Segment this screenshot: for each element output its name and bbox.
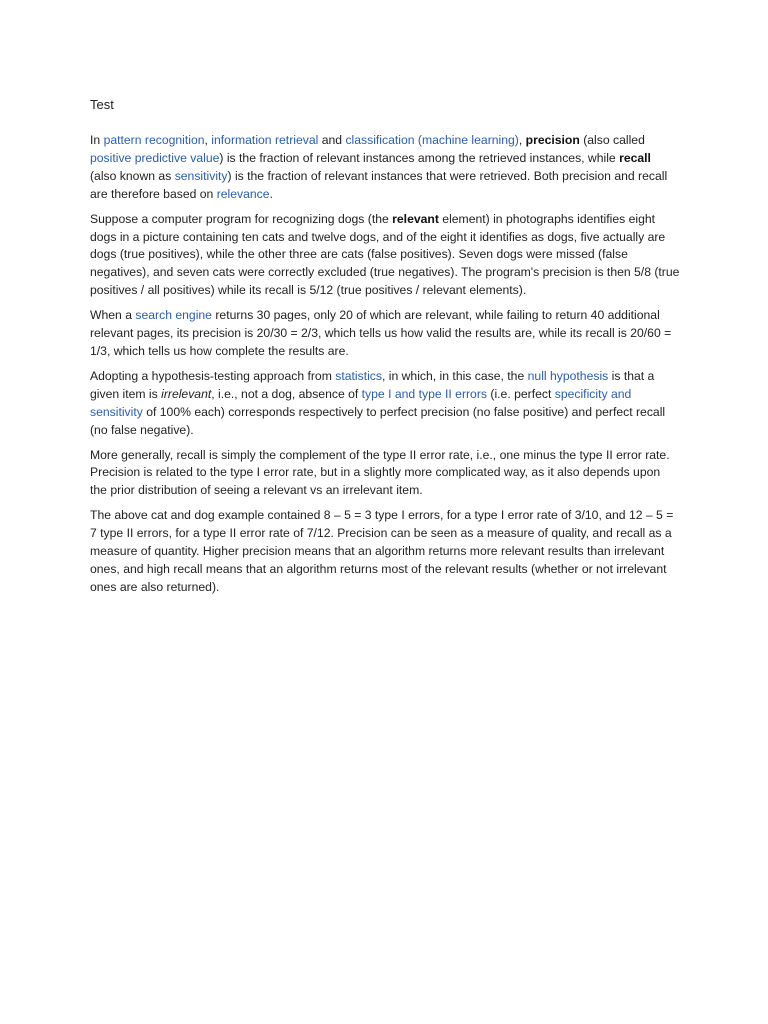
document-body <box>90 132 680 597</box>
text-run: element) in photographs identifies eight dogs in a picture containing ten cats and twelve dogs, and of the eight it identifies as dogs, five actually are dogs (true positives), while the other three are cats (false positives). Seven dogs were missed (false negatives), and seven cats were correctly excluded (true negatives). The program's precision is then 5/8 (true positives / all positives) while its recall is 5/12 (true positives / relevant elements). <box>90 211 680 298</box>
text-run: , i.e., not a dog, absence of <box>211 386 362 401</box>
text-run: , <box>518 133 526 147</box>
link[interactable]: information retrieval <box>211 133 319 147</box>
text-run: When a <box>90 308 136 323</box>
bold-term: recall <box>619 150 651 165</box>
text-run: (also called <box>579 133 645 147</box>
text-run: ) is the fraction of relevant instances that were retrieved. Both precision and recall are therefore based on <box>90 168 668 201</box>
text-run: returns 30 pages, only 20 of which are relevant, while failing to return 40 additional relevant pages, its precision is 20/30 = 2/3, which tells us how valid the results are, while its recall is 20/60 = 1/3, which tells us how complete the results are. <box>90 308 672 358</box>
link[interactable]: search engine <box>135 308 212 323</box>
text-run: (i.e. perfect <box>487 386 555 401</box>
link[interactable]: positive predictive value <box>90 150 220 165</box>
link[interactable]: pattern recognition <box>103 133 205 147</box>
paragraph <box>90 307 680 361</box>
paragraph <box>90 368 680 440</box>
text-run: In <box>90 133 104 147</box>
document-title: Test <box>90 97 114 112</box>
text-run: More generally, recall is simply the complement of the type II error rate, i.e., one minus the type II error rate. Precision is related to the type I error rate, but in a slightly more complicated way, as it also depends upon the prior distribution of seeing a relevant vs an irrelevant item. <box>90 447 670 498</box>
bold-term: relevant <box>392 211 439 226</box>
text-run: ) is the fraction of relevant instances among the retrieved instances, while <box>219 150 620 165</box>
text-run: , in which, in this case, the <box>381 368 528 383</box>
text-run: (also known as <box>90 168 175 183</box>
paragraph <box>90 447 680 501</box>
paragraph <box>90 132 680 204</box>
link[interactable]: sensitivity <box>174 168 228 183</box>
text-run: of 100% each) corresponds respectively to perfect precision (no false positive) and perfect recall (no false negative). <box>90 404 666 437</box>
paragraph <box>90 507 680 597</box>
text-run: . <box>269 186 273 201</box>
link[interactable]: null hypothesis <box>527 368 609 383</box>
text-run: Adopting a hypothesis-testing approach from <box>90 368 336 383</box>
text-run: , <box>204 133 212 147</box>
text-run: is that a given item is <box>90 368 655 401</box>
link[interactable]: type I and type II errors <box>361 386 487 401</box>
text-run: Suppose a computer program for recognizing dogs (the <box>90 211 393 226</box>
paragraph <box>90 211 680 301</box>
text-run: and <box>318 133 346 147</box>
link[interactable]: relevance <box>216 186 270 201</box>
italic-term: irrelevant <box>161 386 212 401</box>
document-page <box>90 96 680 604</box>
link[interactable]: statistics <box>335 368 382 383</box>
link[interactable]: specificity and sensitivity <box>90 386 632 419</box>
link[interactable]: classification (machine learning) <box>345 133 519 147</box>
text-run: The above cat and dog example contained 8 – 5 = 3 type I errors, for a type I error rate of 3/10, and 12 – 5 = 7 type II errors, for a type II error rate of 7/12. Precision can be seen as a measure of quality, and recall as a measure of quantity. Higher precision means that an algorithm returns more relevant results than irrelevant ones, and high recall means that an algorithm returns most of the relevant results (whether or not irrelevant ones are also returned). <box>90 508 674 594</box>
bold-term: precision <box>525 133 580 147</box>
